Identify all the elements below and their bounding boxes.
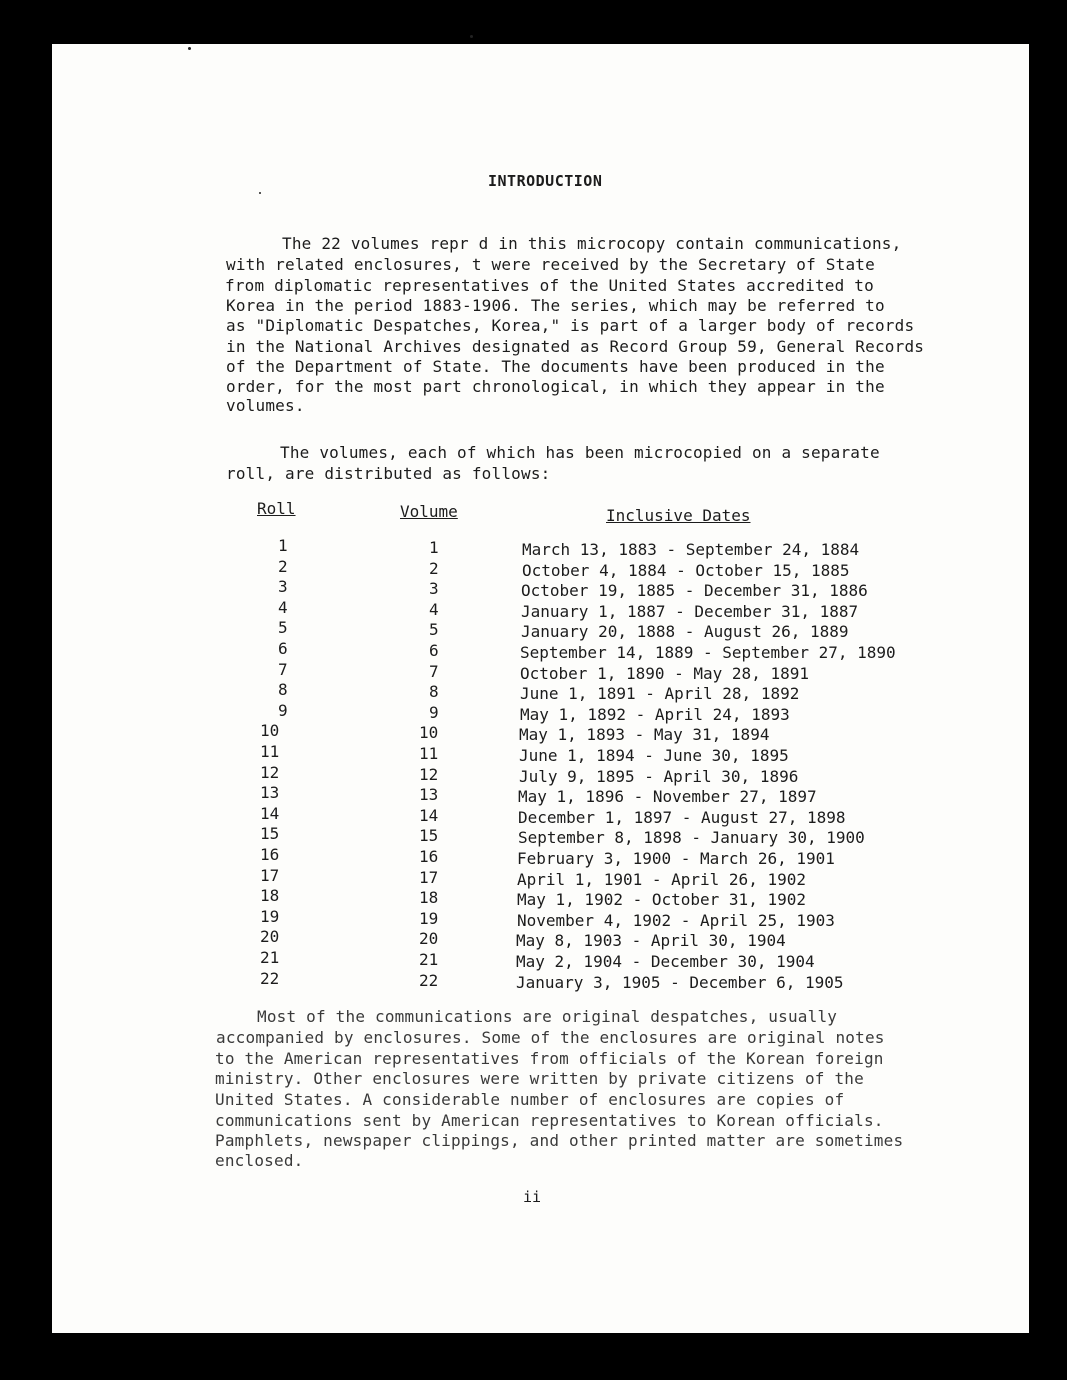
inclusive-dates: March 13, 1883 - September 24, 1884 bbox=[522, 540, 860, 559]
paragraph-contents-line: Pamphlets, newspaper clippings, and other printed matter are sometimes bbox=[215, 1131, 904, 1150]
inclusive-dates: September 8, 1898 - January 30, 1900 bbox=[518, 828, 865, 848]
paragraph-distribution-line: The volumes, each of which has been microcopied on a separate bbox=[280, 443, 880, 462]
film-speck bbox=[188, 47, 191, 50]
roll-number: 17 bbox=[260, 865, 280, 885]
header-inclusive-dates: Inclusive Dates bbox=[606, 506, 751, 525]
inclusive-dates: May 8, 1903 - April 30, 1904 bbox=[516, 931, 786, 951]
inclusive-dates: October 1, 1890 - May 28, 1891 bbox=[520, 663, 809, 683]
roll-number: 10 bbox=[260, 721, 280, 741]
inclusive-dates: May 1, 1892 - April 24, 1893 bbox=[520, 704, 790, 724]
header-volume: Volume bbox=[400, 502, 458, 521]
paragraph-contents-line: Most of the communications are original despatches, usually bbox=[257, 1007, 838, 1026]
roll-number: 6 bbox=[278, 639, 288, 658]
paragraph-contents-line: communications sent by American representatives to Korean officials. bbox=[215, 1111, 884, 1130]
inclusive-dates: December 1, 1897 - August 27, 1898 bbox=[518, 807, 846, 827]
roll-number: 16 bbox=[260, 845, 280, 864]
volume-number: 2 bbox=[429, 558, 439, 578]
volume-number: 5 bbox=[429, 620, 439, 640]
paragraph-intro-line: in the National Archives designated as Record Group 59, General Records bbox=[226, 337, 925, 356]
volume-number: 8 bbox=[429, 682, 439, 702]
paragraph-contents-line: accompanied by enclosures. Some of the enclosures are original notes bbox=[216, 1028, 885, 1047]
volume-number: 15 bbox=[419, 826, 439, 846]
inclusive-dates: January 1, 1887 - December 31, 1887 bbox=[521, 601, 859, 621]
film-speck bbox=[470, 35, 473, 38]
volume-number: 21 bbox=[419, 950, 439, 969]
roll-number: 14 bbox=[260, 803, 280, 823]
roll-number: 2 bbox=[278, 556, 288, 576]
volume-number: 3 bbox=[429, 579, 439, 599]
paragraph-contents-line: enclosed. bbox=[215, 1151, 304, 1170]
inclusive-dates: November 4, 1902 - April 25, 1903 bbox=[517, 910, 835, 930]
inclusive-dates: October 19, 1885 - December 31, 1886 bbox=[521, 581, 868, 601]
paragraph-intro-line: with related enclosures, t were received by the Secretary of State bbox=[226, 255, 875, 274]
volume-number: 16 bbox=[419, 847, 439, 866]
roll-number: 4 bbox=[278, 597, 288, 617]
roll-number: 12 bbox=[260, 762, 280, 782]
document-page bbox=[52, 44, 1029, 1333]
paragraph-intro-line: from diplomatic representatives of the United States accredited to bbox=[225, 276, 874, 295]
volume-number: 6 bbox=[429, 641, 439, 660]
document-body bbox=[52, 44, 1029, 1333]
paragraph-contents-line: ministry. Other enclosures were written by private citizens of the bbox=[215, 1069, 864, 1088]
paragraph-intro-line: of the Department of State. The documents have been produced in the bbox=[226, 357, 885, 376]
page-number: ii bbox=[523, 1188, 542, 1206]
roll-number: 7 bbox=[278, 659, 288, 679]
film-speck bbox=[259, 192, 261, 194]
roll-number: 9 bbox=[278, 700, 288, 720]
roll-number: 13 bbox=[260, 783, 280, 803]
roll-number: 11 bbox=[260, 742, 280, 761]
paragraph-distribution-line: roll, are distributed as follows: bbox=[226, 464, 551, 483]
volume-number: 4 bbox=[429, 599, 439, 619]
inclusive-dates: July 9, 1895 - April 30, 1896 bbox=[519, 766, 799, 786]
inclusive-dates: June 1, 1894 - June 30, 1895 bbox=[519, 746, 789, 765]
inclusive-dates: January 20, 1888 - August 26, 1889 bbox=[521, 622, 849, 642]
paragraph-intro-line: Korea in the period 1883-1906. The series, which may be referred to bbox=[226, 296, 885, 315]
roll-number: 3 bbox=[278, 577, 288, 597]
inclusive-dates: May 1, 1896 - November 27, 1897 bbox=[518, 787, 817, 807]
volume-number: 7 bbox=[429, 661, 439, 681]
volume-number: 1 bbox=[429, 538, 439, 557]
inclusive-dates: May 2, 1904 - December 30, 1904 bbox=[516, 952, 815, 971]
volume-number: 17 bbox=[419, 867, 439, 887]
roll-number: 5 bbox=[278, 618, 288, 638]
volume-number: 18 bbox=[419, 888, 439, 908]
roll-number: 18 bbox=[260, 886, 280, 906]
volume-number: 9 bbox=[429, 702, 439, 722]
roll-number: 22 bbox=[260, 968, 280, 988]
inclusive-dates: May 1, 1893 - May 31, 1894 bbox=[519, 725, 770, 745]
header-roll: Roll bbox=[257, 499, 296, 518]
volume-number: 22 bbox=[419, 970, 439, 990]
roll-number: 20 bbox=[260, 927, 280, 947]
volume-number: 12 bbox=[419, 764, 439, 784]
paragraph-intro-line: volumes. bbox=[226, 396, 305, 415]
inclusive-dates: April 1, 1901 - April 26, 1902 bbox=[517, 869, 806, 889]
roll-number: 21 bbox=[260, 948, 280, 967]
inclusive-dates: September 14, 1889 - September 27, 1890 bbox=[520, 643, 896, 662]
inclusive-dates: January 3, 1905 - December 6, 1905 bbox=[516, 972, 844, 992]
volume-number: 20 bbox=[419, 929, 439, 949]
inclusive-dates: June 1, 1891 - April 28, 1892 bbox=[520, 684, 800, 704]
paragraph-intro-line: order, for the most part chronological, in which they appear in the bbox=[226, 377, 885, 396]
roll-number: 8 bbox=[278, 680, 288, 700]
inclusive-dates: May 1, 1902 - October 31, 1902 bbox=[517, 890, 806, 910]
roll-number: 1 bbox=[278, 536, 288, 555]
roll-number: 19 bbox=[260, 906, 280, 926]
volume-number: 11 bbox=[419, 744, 439, 763]
paragraph-intro-line: as "Diplomatic Despatches, Korea," is part of a larger body of records bbox=[226, 316, 915, 335]
inclusive-dates: February 3, 1900 - March 26, 1901 bbox=[517, 849, 835, 868]
volume-number: 14 bbox=[419, 805, 439, 825]
paragraph-contents-line: United States. A considerable number of enclosures are copies of bbox=[215, 1090, 845, 1109]
inclusive-dates: October 4, 1884 - October 15, 1885 bbox=[522, 560, 850, 580]
page-title: INTRODUCTION bbox=[488, 172, 603, 190]
volume-number: 13 bbox=[419, 785, 439, 805]
paragraph-contents-line: to the American representatives from officials of the Korean foreign bbox=[215, 1049, 884, 1068]
volume-number: 10 bbox=[419, 723, 439, 743]
volume-number: 19 bbox=[419, 908, 439, 928]
paragraph-intro-line: The 22 volumes repr d in this microcopy contain communications, bbox=[282, 234, 902, 253]
roll-number: 15 bbox=[260, 824, 280, 844]
